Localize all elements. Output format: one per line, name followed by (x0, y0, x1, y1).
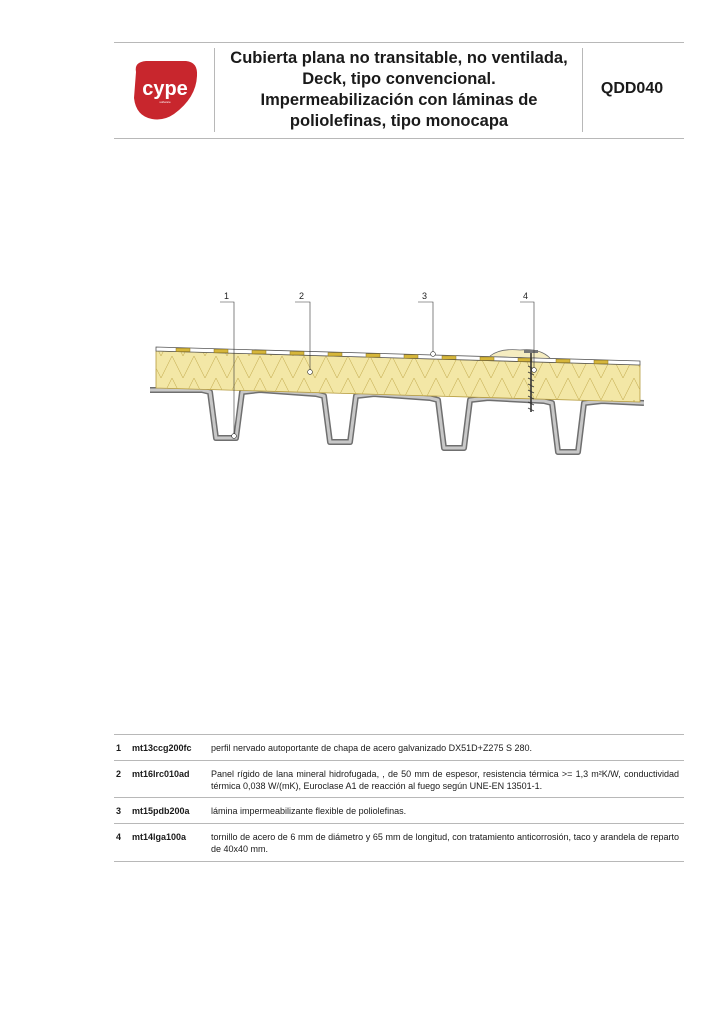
legend-number: 3 (116, 806, 122, 816)
legend-row (114, 735, 684, 761)
header-divider-right (582, 48, 583, 132)
legend-row (114, 761, 684, 798)
legend-row (114, 798, 684, 824)
callout-2: 2 (299, 291, 305, 301)
legend-description: Panel rígido de lana mineral hidrofugada, , de 50 mm de espesor, resistencia térmica >= 1,3 m²K/W, conductividad térmica 0,038 W/(mK), Euroclase A1 de reacción al fuego según UNE-EN 13501-1. (211, 769, 679, 791)
title-line: Cubierta plana no transitable, no ventilada, (230, 49, 568, 67)
legend-code: mt15pdb200a (132, 806, 190, 816)
legend-number: 1 (116, 743, 122, 753)
legend-row (114, 824, 684, 862)
title-line: Deck, tipo convencional. (302, 70, 496, 88)
callout-4: 4 (523, 291, 529, 301)
document-code: QDD040 (600, 80, 664, 97)
header-bottom-rule (114, 138, 684, 139)
header-divider-left (214, 48, 215, 132)
callout-1: 1 (224, 291, 230, 301)
legend-code: mt13ccg200fc (132, 743, 192, 753)
legend-table (114, 734, 684, 862)
section-drawing (150, 290, 644, 470)
legend-number: 2 (116, 769, 122, 779)
legend-number: 4 (116, 832, 122, 842)
legend-description: lámina impermeabilizante flexible de poliolefinas. (211, 806, 407, 816)
legend-code: mt14lga100a (132, 832, 187, 842)
legend-description: tornillo de acero de 6 mm de diámetro y 65 mm de longitud, con tratamiento anticorrosión, taco y arandela de reparto de 40x40 mm. (211, 832, 679, 854)
legend-code: mt16lrc010ad (132, 769, 190, 779)
logo-text: cype (142, 78, 188, 100)
legend-description: perfil nervado autoportante de chapa de acero galvanizado DX51D+Z275 S 280. (211, 743, 532, 753)
title-line: Impermeabilización con láminas de (260, 91, 538, 109)
title-line: poliolefinas, tipo monocapa (289, 112, 509, 130)
page-title (216, 48, 582, 132)
svg-text:software: software (159, 100, 171, 104)
header-top-rule (114, 42, 684, 43)
callout-3: 3 (422, 291, 428, 301)
cype-logo (130, 58, 200, 122)
